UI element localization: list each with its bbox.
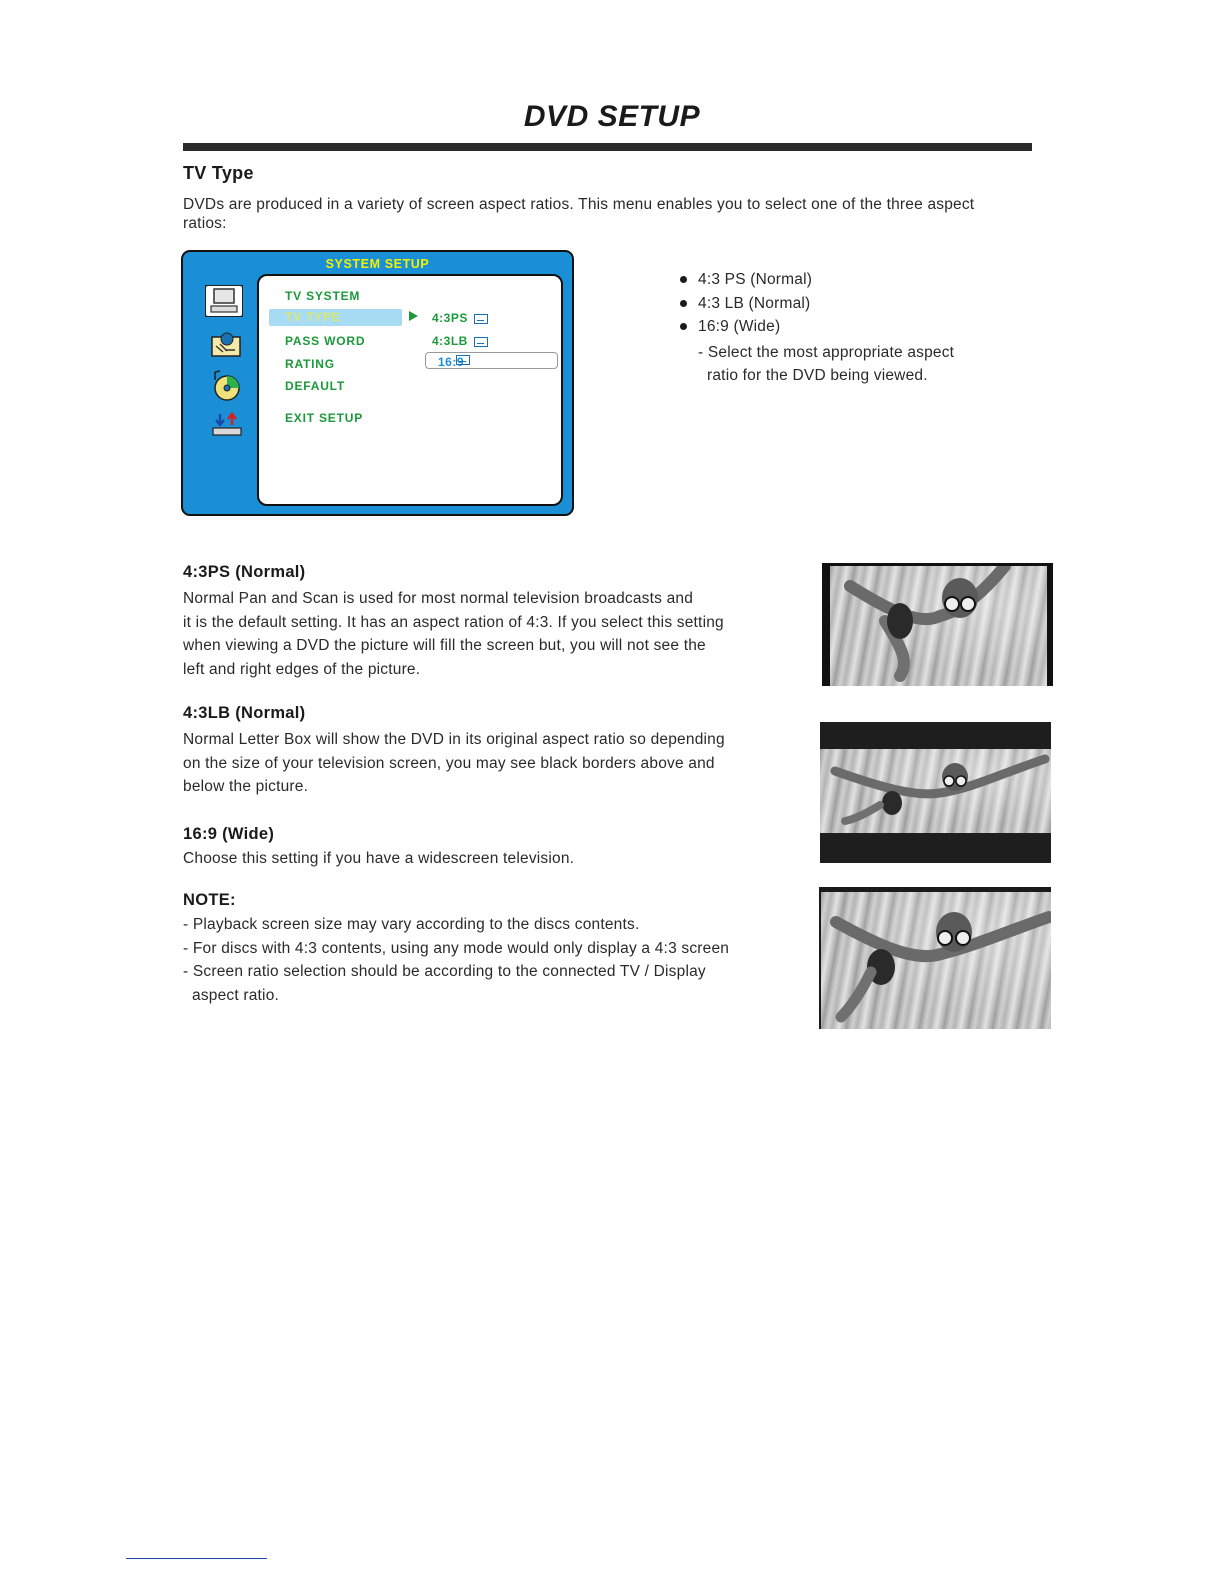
menu-item-rating[interactable]: RATING: [285, 357, 335, 371]
list-item: 16:9 (Wide): [680, 315, 954, 339]
system-setup-menu: [181, 250, 574, 516]
option-label: 4:3LB: [432, 334, 468, 348]
option-label: 16:9: [438, 355, 465, 369]
menu-item-default[interactable]: DEFAULT: [285, 379, 346, 393]
tv-monitor-icon[interactable]: [205, 285, 243, 317]
screen-icon: [456, 355, 470, 365]
text-line: - Playback screen size may vary according to the discs contents.: [183, 916, 640, 933]
note-heading: NOTE:: [183, 891, 236, 909]
title-divider: [183, 143, 1032, 151]
menu-title: SYSTEM SETUP: [325, 257, 430, 271]
text-line: Normal Letter Box will show the DVD in its original aspect ratio so depending: [183, 731, 725, 748]
menu-item-password[interactable]: PASS WORD: [285, 334, 366, 348]
menu-panel: [257, 274, 563, 506]
screen-icon: [474, 337, 488, 347]
section-title: TV Type: [183, 163, 254, 183]
menu-item-exit-setup[interactable]: EXIT SETUP: [285, 411, 364, 425]
text-line: - Screen ratio selection should be according to the connected TV / Display: [183, 963, 706, 980]
heading-4-3lb: 4:3LB (Normal): [183, 704, 306, 722]
option-4-3lb[interactable]: [432, 334, 488, 348]
paragraph-16-9: Choose this setting if you have a widescreen television.: [183, 850, 575, 867]
list-note-cont: ratio for the DVD being viewed.: [707, 367, 928, 384]
text-line: left and right edges of the picture.: [183, 660, 421, 678]
text-line: - For discs with 4:3 contents, using any mode would only display a 4:3 screen: [183, 939, 730, 957]
video-output-icon[interactable]: [211, 412, 243, 438]
note-body: [183, 913, 803, 1007]
menu-item-tv-type-label: TV TYPE: [285, 310, 341, 324]
page-title: DVD SETUP: [523, 100, 701, 133]
list-item: 4:3 LB (Normal): [680, 292, 954, 316]
paragraph-4-3ps: [183, 587, 793, 681]
screen-icon: [474, 314, 488, 324]
list-note: - Select the most appropriate aspect: [698, 343, 955, 361]
text-line: aspect ratio.: [192, 986, 280, 1004]
heading-4-3ps: 4:3PS (Normal): [183, 563, 306, 581]
pan-scan-example-image: [822, 563, 1053, 686]
menu-item-tv-type[interactable]: [269, 309, 402, 326]
heading-16-9: 16:9 (Wide): [183, 825, 275, 843]
language-icon[interactable]: [211, 332, 241, 358]
intro-text: [183, 193, 1063, 235]
intro-line: DVDs are produced in a variety of screen aspect ratios. This menu enables you to select one of the three aspect: [183, 196, 975, 213]
footer-rule: [126, 1558, 267, 1559]
option-label: 4:3PS: [432, 311, 468, 325]
list-item: 4:3 PS (Normal): [680, 268, 954, 292]
option-4-3ps[interactable]: [432, 311, 488, 325]
widescreen-example-image: [819, 887, 1051, 1029]
intro-line-cont: ratios:: [183, 214, 227, 232]
play-arrow-icon: [409, 311, 418, 321]
audio-disc-icon[interactable]: [211, 370, 241, 402]
text-line: when viewing a DVD the picture will fill the screen but, you will not see the: [183, 637, 706, 654]
aspect-ratio-list: [680, 268, 954, 388]
text-line: on the size of your television screen, you may see black borders above and: [183, 754, 715, 772]
paragraph-4-3lb: [183, 728, 793, 799]
menu-item-tv-system[interactable]: TV SYSTEM: [285, 289, 361, 303]
text-line: it is the default setting. It has an aspect ration of 4:3. If you select this setting: [183, 613, 724, 631]
text-line: below the picture.: [183, 778, 309, 795]
letterbox-example-image: [820, 722, 1051, 863]
text-line: Normal Pan and Scan is used for most normal television broadcasts and: [183, 590, 694, 607]
option-16-9[interactable]: [425, 352, 558, 369]
